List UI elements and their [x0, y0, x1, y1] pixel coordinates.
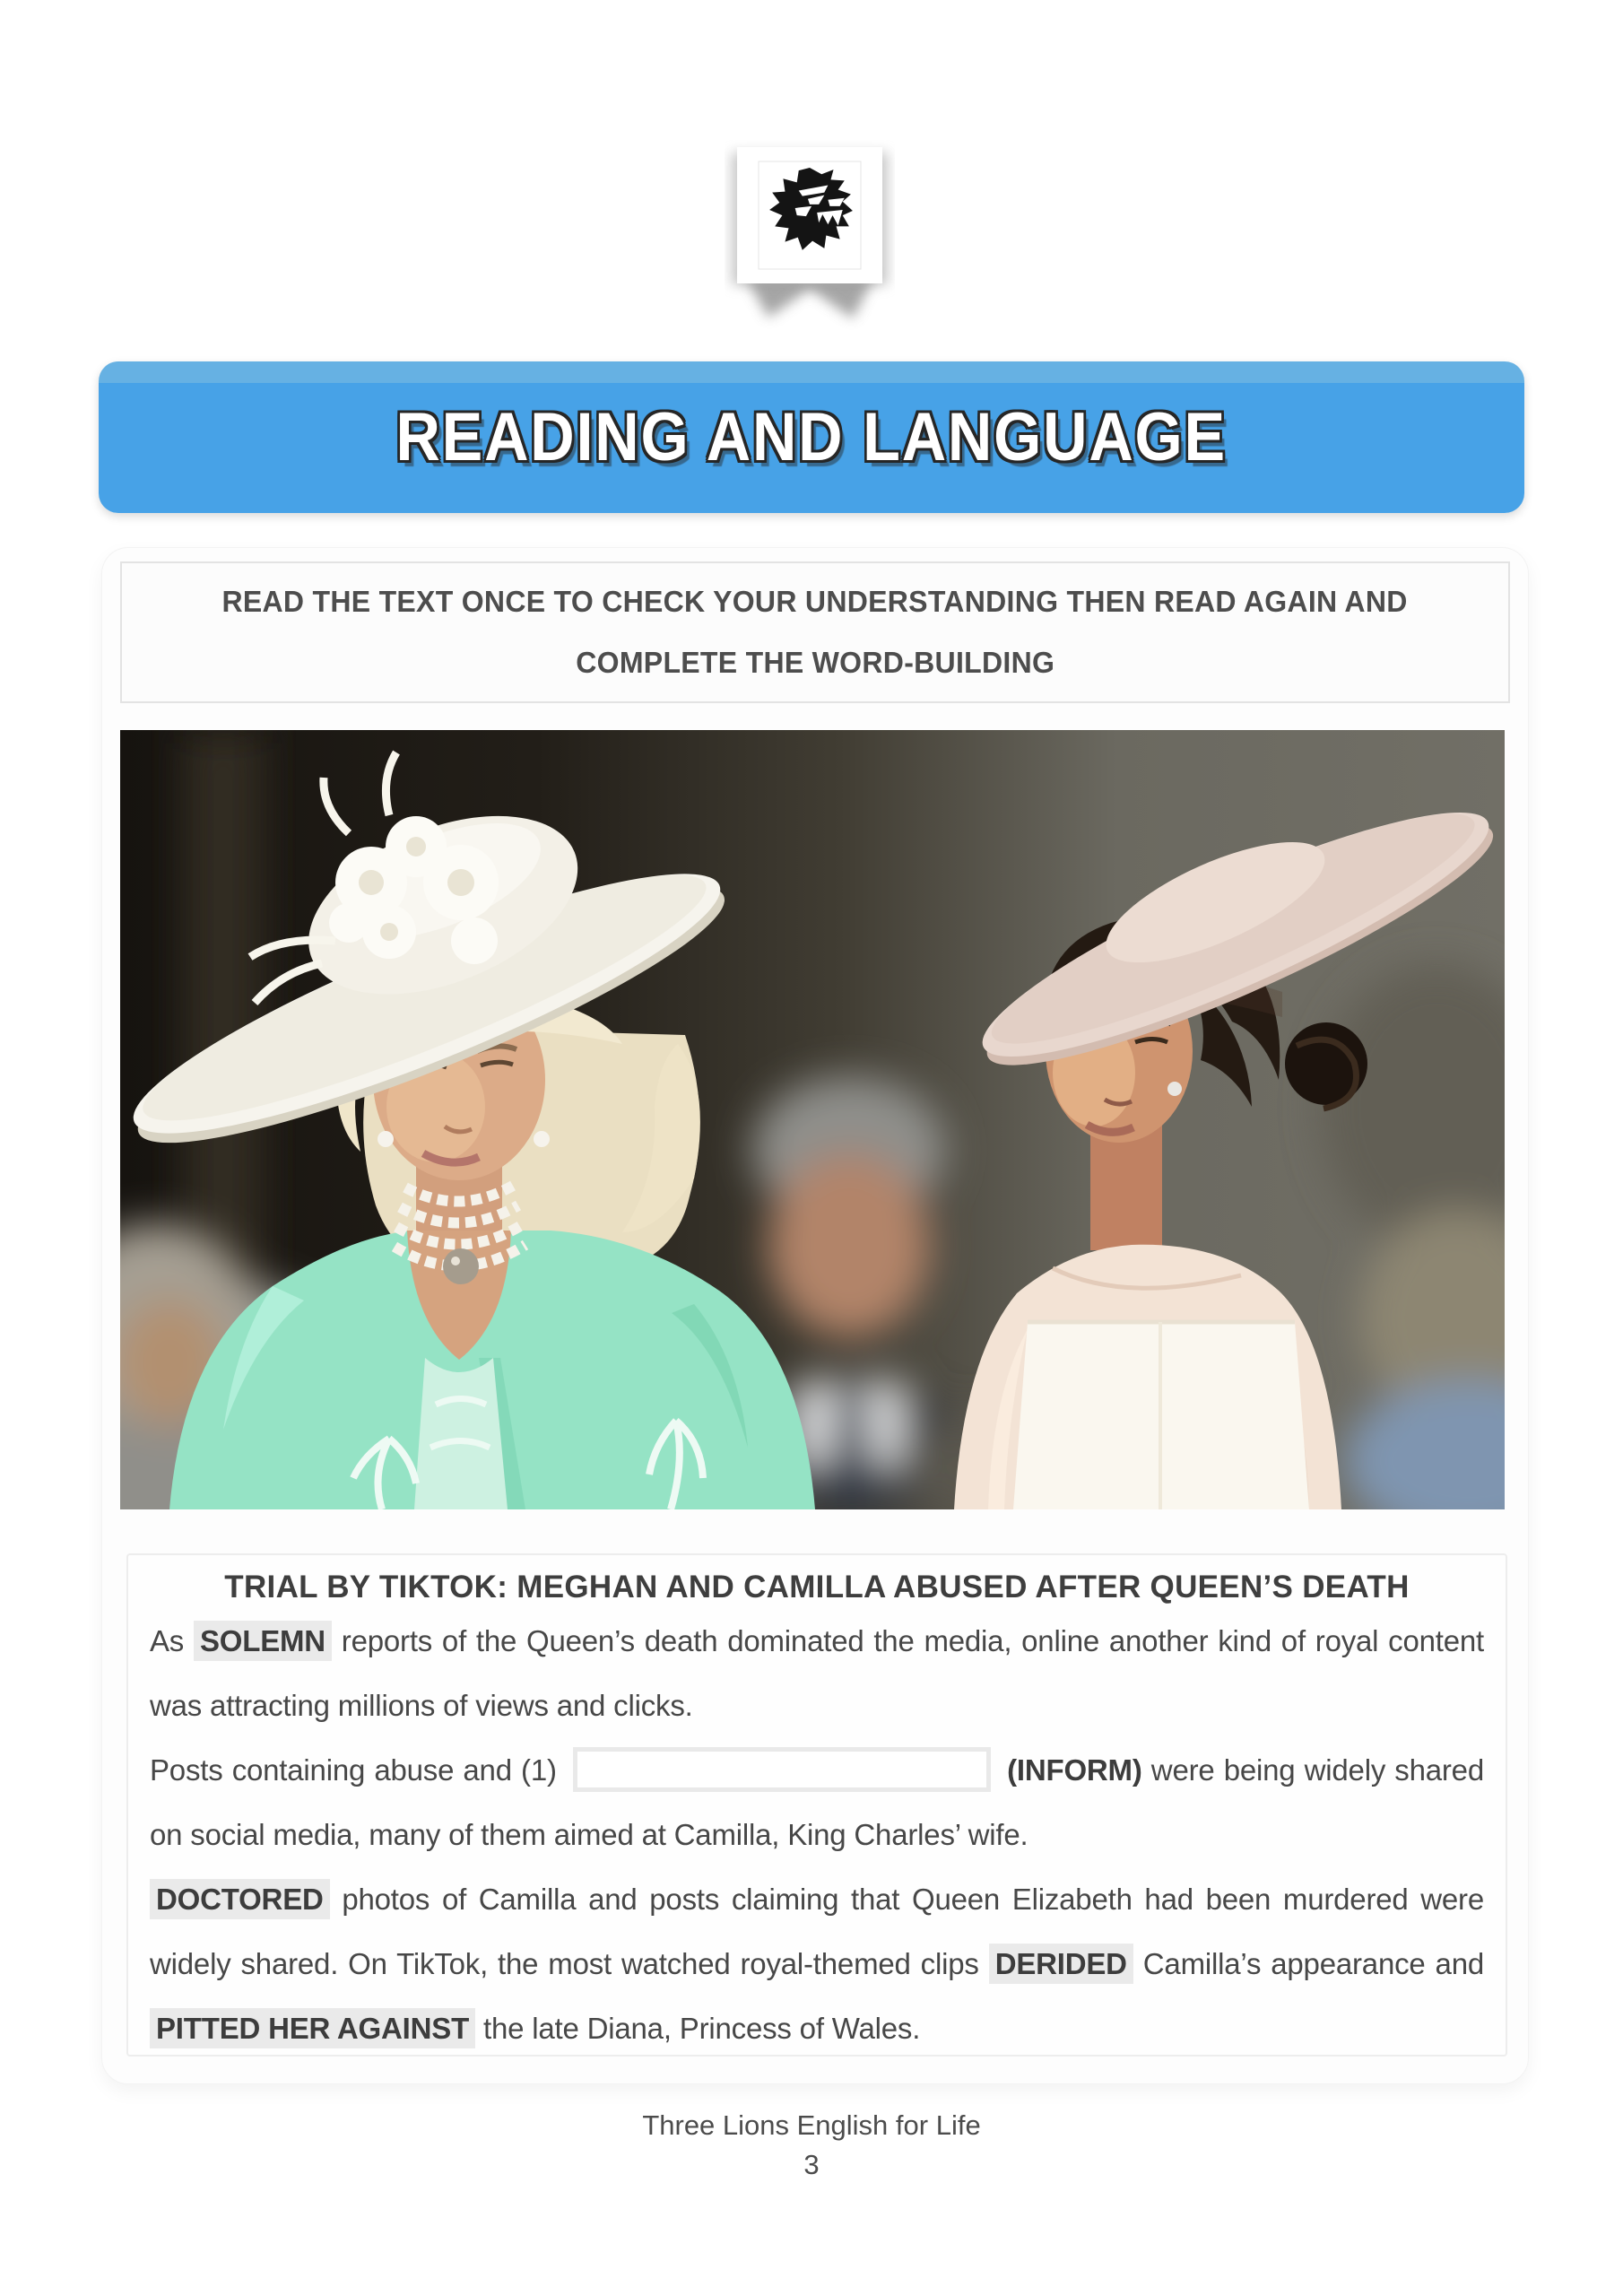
footer-page-number: 3	[803, 2149, 820, 2180]
text-run: As	[150, 1624, 194, 1657]
section-title: READING AND LANGUAGE	[395, 399, 1228, 475]
content-card	[101, 547, 1529, 2084]
word-building-blank-1[interactable]	[573, 1747, 991, 1792]
instruction-box	[120, 561, 1510, 703]
text-run: photos of Camilla and posts claiming that Queen Elizabeth had been murdered were widely shared. On TikTok, the most watched royal-themed clips	[150, 1883, 1484, 1980]
highlighted-term: PITTED HER AGAINST	[150, 2008, 475, 2048]
article-paragraph-1	[150, 1609, 1484, 1738]
section-banner	[99, 361, 1524, 513]
word-building-cue: (INFORM)	[1007, 1753, 1142, 1787]
instruction-line-1: READ THE TEXT ONCE TO CHECK YOUR UNDERSTANDING THEN READ AGAIN AND	[221, 585, 1409, 618]
instruction-line-2: COMPLETE THE WORD-BUILDING	[576, 646, 1055, 679]
article-paragraph-3	[150, 1867, 1484, 2057]
highlighted-term: DOCTORED	[150, 1879, 330, 1919]
article-paragraphs	[150, 1609, 1484, 2057]
article-panel	[126, 1553, 1507, 2057]
lion-icon	[725, 140, 895, 333]
text-run: reports of the Queen’s death dominated the media, online another kind of royal content was attracting millions of views and clicks.	[150, 1624, 1484, 1722]
article-paragraph-2	[150, 1738, 1484, 1867]
article-title: TRIAL BY TIKTOK: MEGHAN AND CAMILLA ABUSED AFTER QUEEN’S DEATH	[224, 1570, 1410, 1605]
article-photo	[120, 730, 1505, 1509]
text-run: Posts containing abuse and (1)	[150, 1753, 566, 1787]
highlighted-term: SOLEMN	[194, 1621, 332, 1661]
footer-publisher: Three Lions English for Life	[642, 2109, 981, 2141]
photo-illustration	[120, 730, 1505, 1509]
text-run: Camilla’s appearance and	[1133, 1947, 1485, 1980]
text-run: the late Diana, Princess of Wales.	[475, 2012, 921, 2045]
text-run: were being widely shared on social media, many of them aimed at Camilla, King Charles’ wife.	[150, 1753, 1484, 1851]
publisher-logo-bookmark	[725, 140, 895, 333]
highlighted-term: DERIDED	[989, 1944, 1133, 1984]
text-run	[998, 1753, 1007, 1787]
